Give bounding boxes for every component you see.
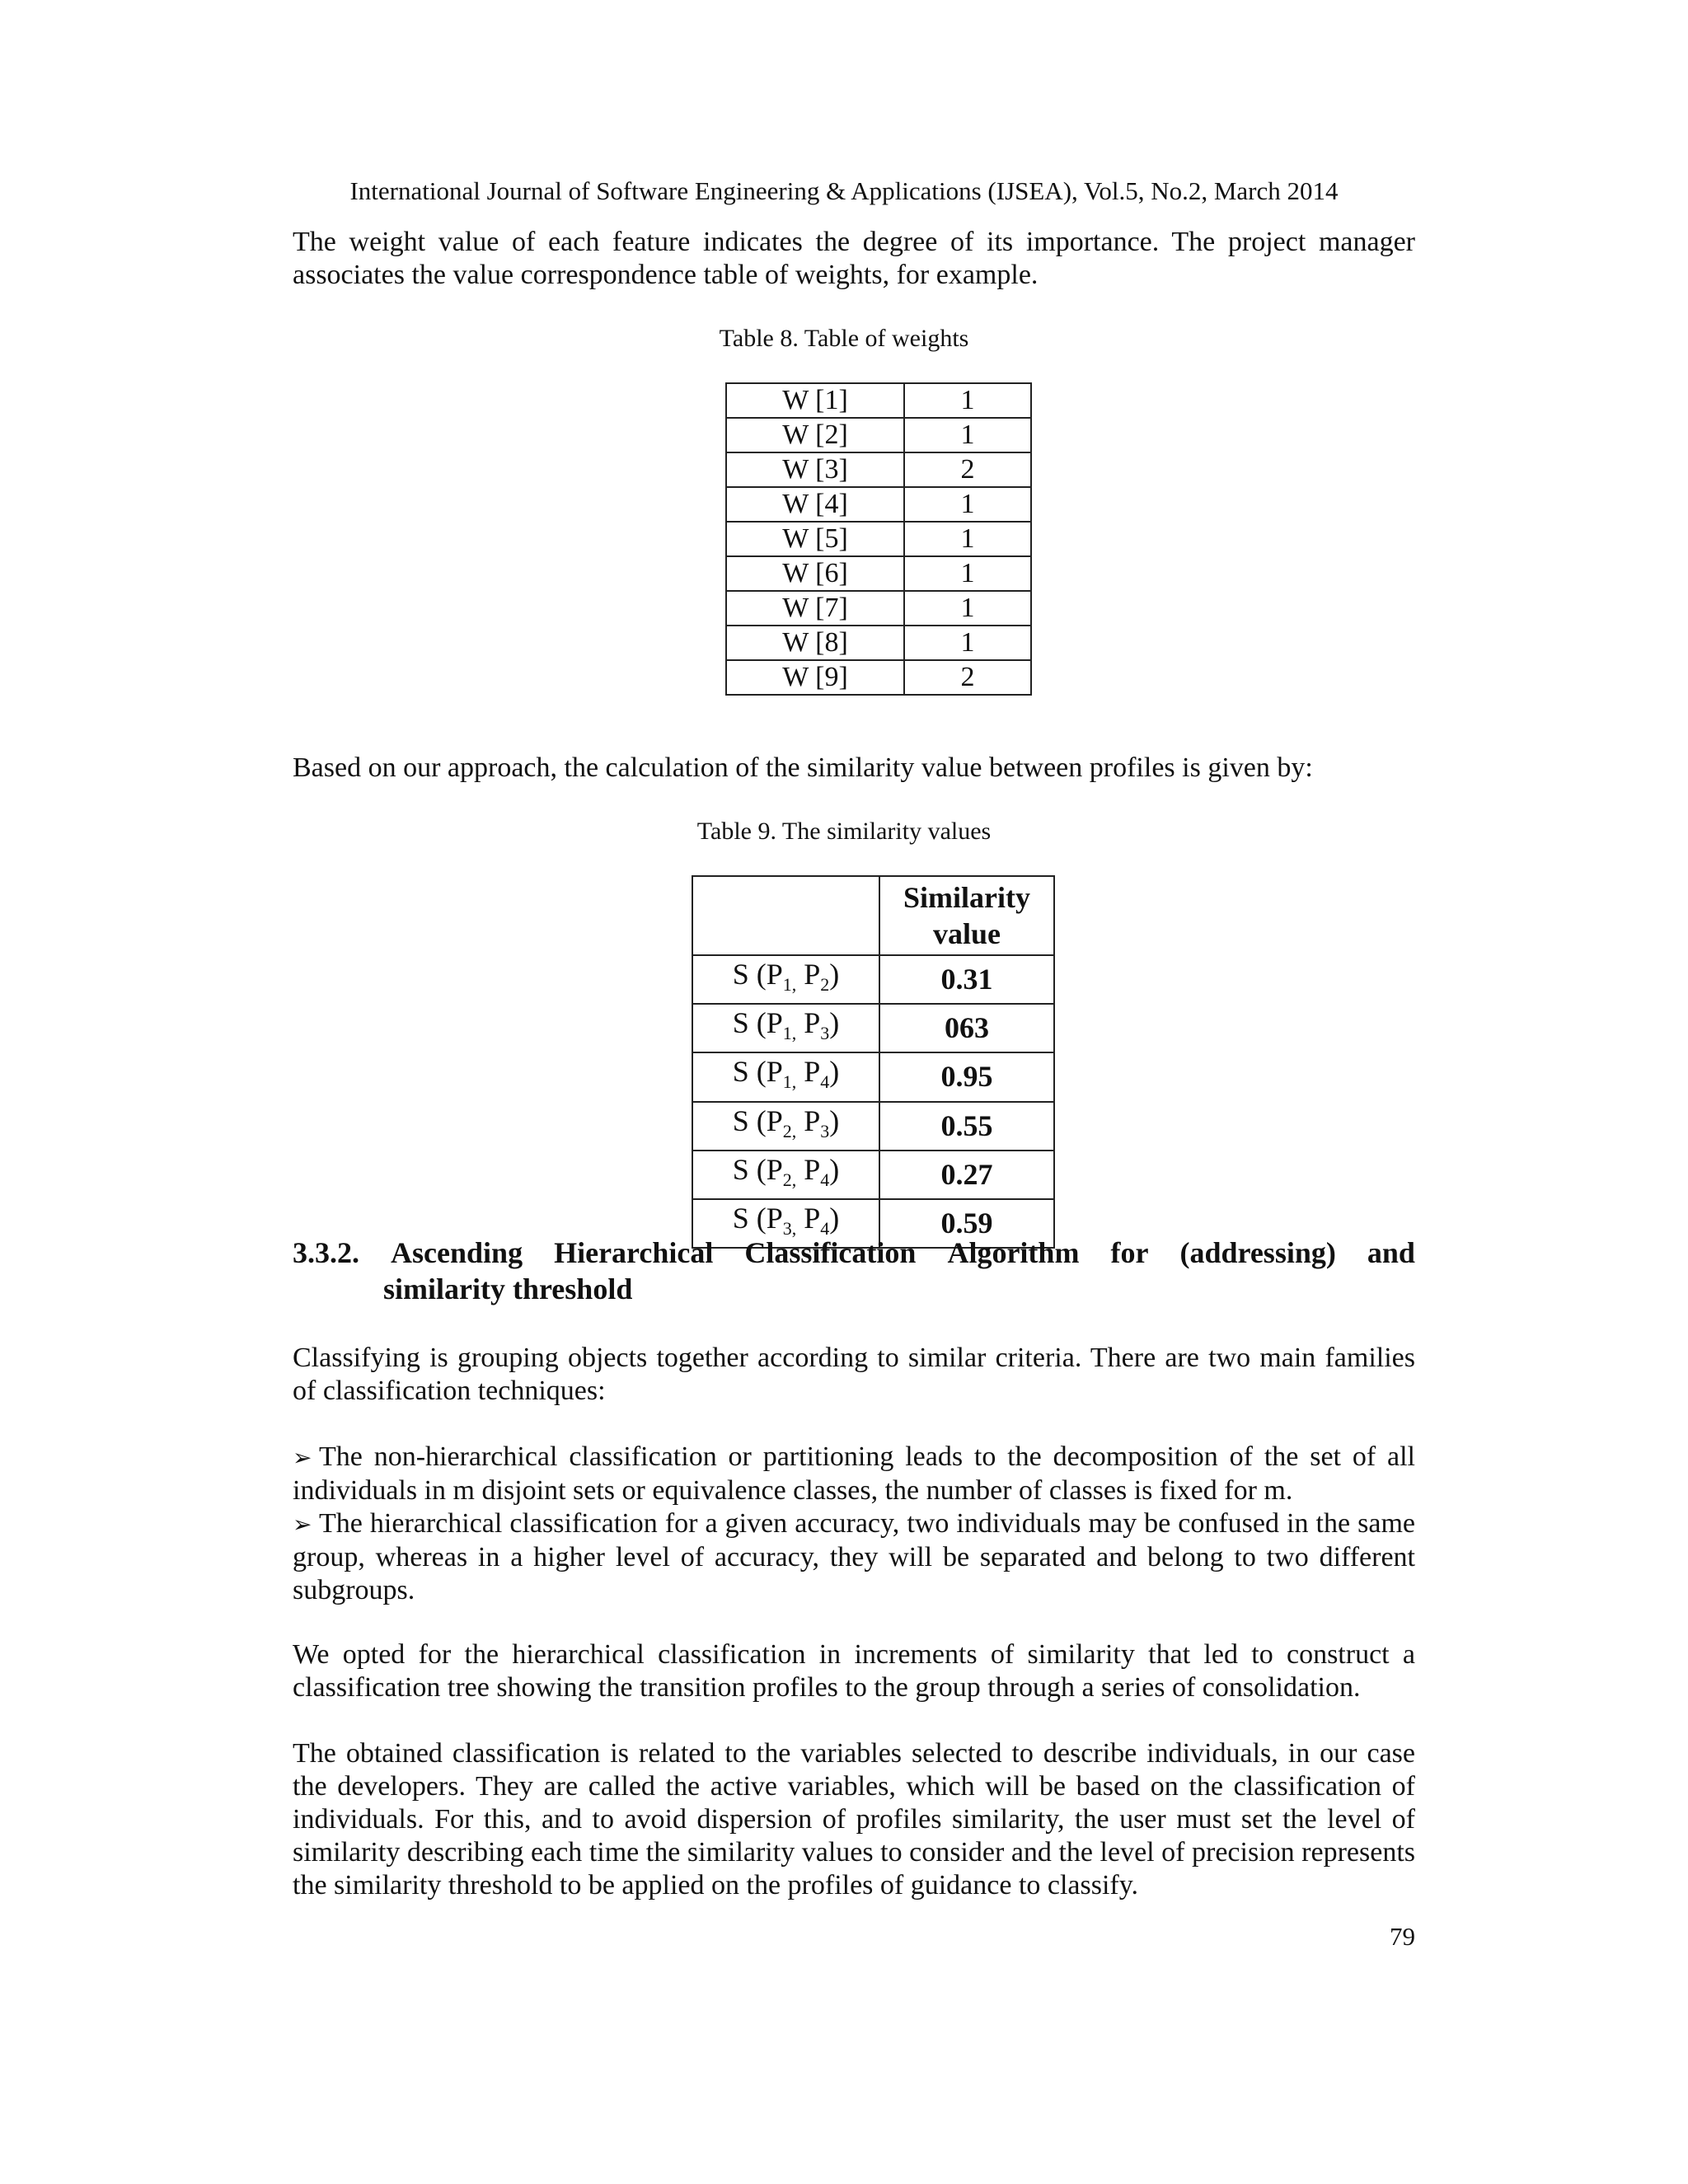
table-row: [726, 418, 1031, 452]
running-header: International Journal of Software Engineering & Applications (IJSEA), Vol.5, No.2, March 2014: [349, 176, 1339, 205]
approach-block: [293, 752, 1415, 785]
weight-value: 1: [904, 383, 1031, 418]
table-header-row: [692, 876, 1054, 955]
list-item: [293, 1441, 1415, 1507]
empty-header-cell: [692, 876, 879, 955]
table-row: [726, 487, 1031, 522]
similarity-value: 0.59: [879, 1199, 1054, 1248]
similarity-header: [879, 876, 1054, 955]
arrow-bullet-icon: ➢: [293, 1511, 312, 1538]
table-row: [692, 1004, 1054, 1052]
table8-caption: Table 8. Table of weights: [719, 325, 969, 352]
table-row: [726, 522, 1031, 556]
table-row: [692, 955, 1054, 1004]
bullet-text: The hierarchical classification for a given accuracy, two individuals may be confused in the same group, whereas in a higher level of accuracy, they will be separated and belong to two different subgroups.: [293, 1508, 1415, 1605]
bullet-text: The non-hierarchical classification or partitioning leads to the decomposition of the set of all individuals in m disjoint sets or equivalence classes, the number of classes is fixed for m.: [293, 1441, 1415, 1506]
table-row: [726, 591, 1031, 626]
weight-value: 1: [904, 487, 1031, 522]
profile-pair: S ($P_{3,}$ $P_4$): [692, 1199, 879, 1248]
table-row: [726, 556, 1031, 591]
similarity-value: 063: [879, 1004, 1054, 1052]
weight-value: 1: [904, 522, 1031, 556]
opted-paragraph: We opted for the hierarchical classification in increments of similarity that led to construct a classification tree showing the transition profiles to the group through a series of consolidation.: [293, 1639, 1415, 1703]
weight-value: 2: [904, 660, 1031, 695]
section-title-word: Hierarchical: [554, 1236, 714, 1269]
similarity-value: 0.27: [879, 1151, 1054, 1199]
table-row: [692, 1052, 1054, 1101]
approach-paragraph: Based on our approach, the calculation of the similarity value between profiles is given by:: [293, 752, 1313, 783]
profile-pair: S ($P_{1,}$ $P_2$): [692, 955, 879, 1004]
weight-value: 1: [904, 626, 1031, 660]
intro-paragraph: The weight value of each feature indicates the degree of its importance. The project manager associates the value correspondence table of weights, for example.: [293, 227, 1415, 290]
weight-key: W [4]: [726, 487, 904, 522]
obtained-paragraph: The obtained classification is related to the variables selected to describe individuals, in our case the developers. They are called the active variables, which will be based on the classification of individuals. For this, and to avoid dispersion of profiles similarity, the user must set the level of similarity describing each time the similarity values to consider and the level of precision represents the similarity threshold to be applied on the profiles of guidance to classify.: [293, 1738, 1415, 1900]
section-heading-line1: [293, 1235, 1415, 1271]
table-row: [692, 1151, 1054, 1199]
weight-key: W [9]: [726, 660, 904, 695]
table-row: [726, 626, 1031, 660]
weight-value: 1: [904, 591, 1031, 626]
table-of-weights: [725, 382, 1032, 696]
opted-block: [293, 1638, 1415, 1704]
page-number: 79: [1390, 1922, 1415, 1951]
table-row: [726, 452, 1031, 487]
arrow-bullet-icon: ➢: [293, 1444, 312, 1471]
table9-caption: Table 9. The similarity values: [696, 818, 992, 845]
bullet-list: [293, 1441, 1415, 1607]
section-title-word: Ascending: [391, 1236, 523, 1269]
table-row: [692, 1102, 1054, 1151]
weight-value: 1: [904, 418, 1031, 452]
section-title-word: and: [1367, 1236, 1415, 1269]
weight-key: W [1]: [726, 383, 904, 418]
section-title-word: (addressing): [1179, 1236, 1336, 1269]
weight-key: W [3]: [726, 452, 904, 487]
profile-pair: S ($P_{1,}$ $P_3$): [692, 1004, 879, 1052]
similarity-header-line1: Similarity: [903, 881, 1030, 914]
section-number: 3.3.2.: [293, 1236, 359, 1269]
obtained-block: [293, 1737, 1415, 1902]
weight-key: W [5]: [726, 522, 904, 556]
similarity-value: 0.95: [879, 1052, 1054, 1101]
profile-pair: S ($P_{2,}$ $P_3$): [692, 1102, 879, 1151]
weight-key: W [7]: [726, 591, 904, 626]
profile-pair: S ($P_{2,}$ $P_4$): [692, 1151, 879, 1199]
table-row: [726, 383, 1031, 418]
weight-key: W [8]: [726, 626, 904, 660]
section-title-word: for: [1110, 1236, 1149, 1269]
similarity-value: 0.55: [879, 1102, 1054, 1151]
list-item: [293, 1507, 1415, 1607]
section-heading-line2: similarity threshold: [383, 1272, 633, 1305]
section-title-word: Algorithm: [947, 1236, 1080, 1269]
intro-block: [293, 226, 1415, 292]
weight-value: 2: [904, 452, 1031, 487]
similarity-header-line2: value: [932, 917, 1001, 950]
classifying-block: [293, 1342, 1415, 1408]
similarity-value: 0.31: [879, 955, 1054, 1004]
weight-key: W [2]: [726, 418, 904, 452]
profile-pair: S ($P_{1,}$ $P_4$): [692, 1052, 879, 1101]
weight-value: 1: [904, 556, 1031, 591]
weight-key: W [6]: [726, 556, 904, 591]
section-title-word: Classification: [744, 1236, 917, 1269]
table-row: [726, 660, 1031, 695]
similarity-values-table: [692, 875, 1055, 1249]
section-heading: [293, 1235, 1415, 1307]
classifying-paragraph: Classifying is grouping objects together according to similar criteria. There are two main families of classification techniques:: [293, 1343, 1415, 1406]
